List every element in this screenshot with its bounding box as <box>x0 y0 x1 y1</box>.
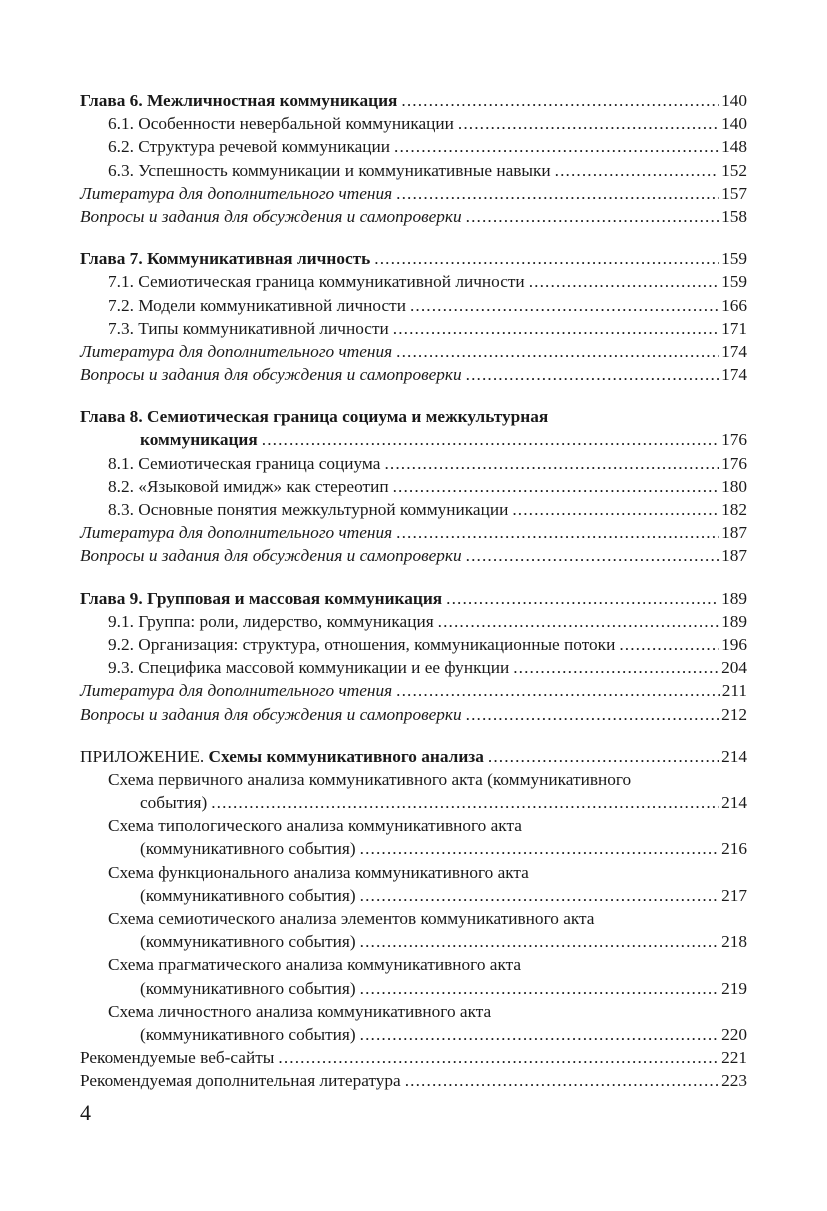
entry-title: (коммуникативного события) <box>140 885 356 905</box>
entry-title: 6.3. Успешность коммуникации и коммуникативные навыки <box>108 160 551 180</box>
entry-title: Рекомендуемая дополнительная литература <box>80 1071 401 1091</box>
dot-leader <box>262 428 719 451</box>
toc-line <box>80 1046 747 1069</box>
toc-line <box>80 452 747 475</box>
toc-line <box>80 340 747 363</box>
page-number-ref: 171 <box>721 318 747 338</box>
toc-entry[interactable] <box>80 270 747 293</box>
page-number-ref: 140 <box>721 91 747 110</box>
toc-line <box>80 182 747 205</box>
entry-title: Схема личностного анализа коммуникативного акта <box>108 1001 492 1021</box>
toc-line <box>80 679 747 702</box>
toc-line <box>80 837 747 860</box>
page-number-ref: 140 <box>721 114 747 134</box>
toc-line <box>80 498 747 521</box>
toc-entry[interactable] <box>80 745 747 768</box>
dot-leader <box>466 363 719 386</box>
page-number-ref: 204 <box>721 658 747 678</box>
toc-entry[interactable] <box>80 498 747 521</box>
toc-line <box>80 159 747 182</box>
toc-section <box>80 587 747 726</box>
toc-entry[interactable] <box>80 205 747 228</box>
toc-entry[interactable] <box>80 159 747 182</box>
page-number-ref: 152 <box>721 160 747 180</box>
entry-title: 8.2. «Языковой имидж» как стереотип <box>108 476 389 496</box>
dot-leader <box>278 1046 719 1069</box>
entry-title: Глава 9. Групповая и массовая коммуникация <box>80 588 443 608</box>
dot-leader <box>360 884 719 907</box>
entry-title: Глава 8. Семиотическая граница социума и межкультурная <box>80 407 549 427</box>
dot-leader <box>384 452 719 475</box>
toc-entry[interactable] <box>80 340 747 363</box>
entry-title: 6.1. Особенности невербальной коммуникации <box>108 114 454 134</box>
dot-leader <box>396 679 720 702</box>
dot-leader <box>393 475 720 498</box>
dot-leader <box>619 633 719 656</box>
toc-line <box>80 270 747 293</box>
entry-title: Схема типологического анализа коммуникативного акта <box>108 816 522 836</box>
toc-entry[interactable] <box>80 294 747 317</box>
entry-title: 7.1. Семиотическая граница коммуникативной личности <box>108 272 525 292</box>
dot-leader <box>466 703 719 726</box>
page-number-ref: 223 <box>721 1071 747 1091</box>
dot-leader <box>466 544 719 567</box>
dot-leader <box>555 159 719 182</box>
dot-leader <box>410 294 719 317</box>
toc-entry[interactable] <box>80 112 747 135</box>
entry-title: (коммуникативного события) <box>140 978 356 998</box>
entry-title: Рекомендуемые веб-сайты <box>80 1048 275 1068</box>
entry-title: 8.1. Семиотическая граница социума <box>108 453 381 473</box>
dot-leader <box>396 182 719 205</box>
toc-line <box>80 656 747 679</box>
entry-title: Вопросы и задания для обсуждения и самопроверки <box>80 365 462 385</box>
toc-section <box>80 405 747 567</box>
page-number-ref: 187 <box>721 523 747 543</box>
dot-leader <box>393 317 719 340</box>
dot-leader <box>466 205 719 228</box>
toc-entry[interactable] <box>80 317 747 340</box>
toc-line <box>80 587 747 610</box>
entry-title: Схема семиотического анализа элементов коммуникативного акта <box>108 909 595 928</box>
page-number-ref: 187 <box>721 546 747 566</box>
entry-title: события) <box>140 793 208 813</box>
toc-entry[interactable] <box>80 656 747 679</box>
toc-line <box>80 884 747 907</box>
page-number-ref: 148 <box>721 137 747 157</box>
entry-title: Глава 6. Межличностная коммуникация <box>80 91 398 110</box>
toc-line <box>80 768 747 791</box>
page-number: 4 <box>80 1100 91 1125</box>
toc-line <box>80 633 747 656</box>
entry-title: 6.2. Структура речевой коммуникации <box>108 137 391 157</box>
toc-entry[interactable] <box>80 587 747 610</box>
toc-line <box>80 907 747 930</box>
entry-title: Литература для дополнительного чтения <box>80 341 393 361</box>
toc-entry[interactable] <box>80 363 747 386</box>
toc-entry[interactable] <box>80 135 747 158</box>
toc-line <box>80 475 747 498</box>
dot-leader <box>446 587 719 610</box>
page-number-ref: 158 <box>721 206 747 226</box>
entry-title: 7.3. Типы коммуникативной личности <box>108 318 389 338</box>
toc-entry[interactable] <box>80 452 747 475</box>
entry-title: 8.3. Основные понятия межкультурной коммуникации <box>108 500 509 519</box>
toc-line <box>80 363 747 386</box>
page-number-ref: 180 <box>721 476 747 496</box>
page-number-ref: 214 <box>721 793 747 813</box>
toc-line <box>80 861 747 884</box>
entry-title: (коммуникативного события) <box>140 1024 356 1044</box>
entry-title: 9.1. Группа: роли, лидерство, коммуникация <box>108 611 434 631</box>
entry-title: ПРИЛОЖЕНИЕ. <box>80 746 205 766</box>
entry-title: Схема функционального анализа коммуникативного акта <box>108 862 529 882</box>
page-number-ref: 174 <box>721 365 747 385</box>
toc-entry[interactable] <box>80 861 747 907</box>
page-number-ref: 159 <box>721 272 747 292</box>
dot-leader <box>512 498 719 521</box>
dot-leader <box>438 610 719 633</box>
toc-line <box>80 930 747 953</box>
dot-leader <box>396 521 719 544</box>
toc-section <box>80 247 747 386</box>
entry-title: Вопросы и задания для обсуждения и самопроверки <box>80 206 462 226</box>
entry-title: Глава 7. Коммуникативная личность <box>80 249 371 269</box>
dot-leader <box>360 930 719 953</box>
page-number-ref: 217 <box>721 885 747 905</box>
page-number-ref: 216 <box>721 839 747 859</box>
dot-leader <box>360 837 719 860</box>
toc-line <box>80 953 747 976</box>
toc-entry[interactable] <box>80 182 747 205</box>
page-number-ref: 174 <box>721 341 747 361</box>
entry-title: Литература для дополнительного чтения <box>80 681 393 701</box>
entry-title: Литература для дополнительного чтения <box>80 183 393 203</box>
toc-line <box>80 135 747 158</box>
entry-title: Схема прагматического анализа коммуникативного акта <box>108 955 522 975</box>
table-of-contents <box>80 89 747 1093</box>
page-number-ref: 176 <box>721 430 747 450</box>
entry-title: (коммуникативного события) <box>140 932 356 952</box>
toc-entry[interactable] <box>80 1046 747 1069</box>
toc-entry[interactable] <box>80 247 747 270</box>
toc-line <box>80 610 747 633</box>
dot-leader <box>401 89 719 112</box>
toc-line <box>80 544 747 567</box>
toc-entry[interactable] <box>80 89 747 112</box>
entry-title: Литература для дополнительного чтения <box>80 523 393 543</box>
page-number-ref: 182 <box>721 500 747 519</box>
page-number-ref: 176 <box>721 453 747 473</box>
toc-line <box>80 745 747 768</box>
dot-leader <box>394 135 719 158</box>
toc-entry[interactable] <box>80 544 747 567</box>
page-number-ref: 159 <box>721 249 747 269</box>
dot-leader <box>360 1023 719 1046</box>
toc-line <box>80 1000 747 1023</box>
entry-title: Схема первичного анализа коммуникативного акта (коммуникативного <box>108 769 632 789</box>
toc-line <box>80 317 747 340</box>
dot-leader <box>529 270 719 293</box>
entry-title: 9.3. Специфика массовой коммуникации и ее функции <box>108 658 510 678</box>
toc-line <box>80 405 747 428</box>
entry-title: 9.2. Организация: структура, отношения, коммуникационные потоки <box>108 634 616 654</box>
entry-title: 7.2. Модели коммуникативной личности <box>108 295 406 315</box>
toc-line <box>80 791 747 814</box>
toc-line <box>80 977 747 1000</box>
entry-title: Вопросы и задания для обсуждения и самопроверки <box>80 546 462 566</box>
entry-title: Вопросы и задания для обсуждения и самопроверки <box>80 704 462 724</box>
toc-entry[interactable] <box>80 953 747 999</box>
toc-line <box>80 112 747 135</box>
toc-entry[interactable] <box>80 475 747 498</box>
toc-section <box>80 89 747 228</box>
toc-entry[interactable] <box>80 1069 747 1092</box>
dot-leader <box>458 112 719 135</box>
page-number-ref: 166 <box>721 295 747 315</box>
page-number-ref: 189 <box>721 611 747 631</box>
toc-line <box>80 814 747 837</box>
toc-entry[interactable] <box>80 679 747 702</box>
page-number-ref: 220 <box>721 1024 747 1044</box>
toc-line <box>80 89 747 112</box>
toc-line <box>80 294 747 317</box>
toc-entry[interactable] <box>80 1000 747 1046</box>
toc-line <box>80 1023 747 1046</box>
dot-leader <box>513 656 719 679</box>
page-number-ref: 211 <box>721 681 747 701</box>
toc-entry[interactable] <box>80 703 747 726</box>
toc-entry[interactable] <box>80 610 747 633</box>
toc-entry[interactable] <box>80 521 747 544</box>
entry-title: (коммуникативного события) <box>140 839 356 859</box>
toc-line <box>80 1069 747 1092</box>
toc-entry[interactable] <box>80 768 747 814</box>
toc-entry[interactable] <box>80 633 747 656</box>
dot-leader <box>360 977 719 1000</box>
entry-title: коммуникация <box>140 430 258 450</box>
toc-entry[interactable] <box>80 814 747 860</box>
page-number-ref: 218 <box>721 932 747 952</box>
toc-entry[interactable] <box>80 405 747 451</box>
dot-leader <box>396 340 719 363</box>
dot-leader <box>211 791 719 814</box>
page-number-ref: 221 <box>721 1048 747 1068</box>
toc-line <box>80 703 747 726</box>
toc-line <box>80 428 747 451</box>
page-number-ref: 196 <box>721 634 747 654</box>
toc-line <box>80 247 747 270</box>
toc-line <box>80 521 747 544</box>
page-number-ref: 157 <box>721 183 747 203</box>
dot-leader <box>405 1069 719 1092</box>
page-number-ref: 214 <box>721 746 747 766</box>
toc-entry[interactable] <box>80 907 747 953</box>
page-number-ref: 219 <box>721 978 747 998</box>
page-number-ref: 189 <box>721 588 747 608</box>
toc-line <box>80 205 747 228</box>
page-number-ref: 212 <box>721 704 747 724</box>
toc-section <box>80 745 747 1093</box>
entry-title-bold: Схемы коммуникативного анализа <box>204 746 484 766</box>
dot-leader <box>374 247 719 270</box>
dot-leader <box>488 745 719 768</box>
